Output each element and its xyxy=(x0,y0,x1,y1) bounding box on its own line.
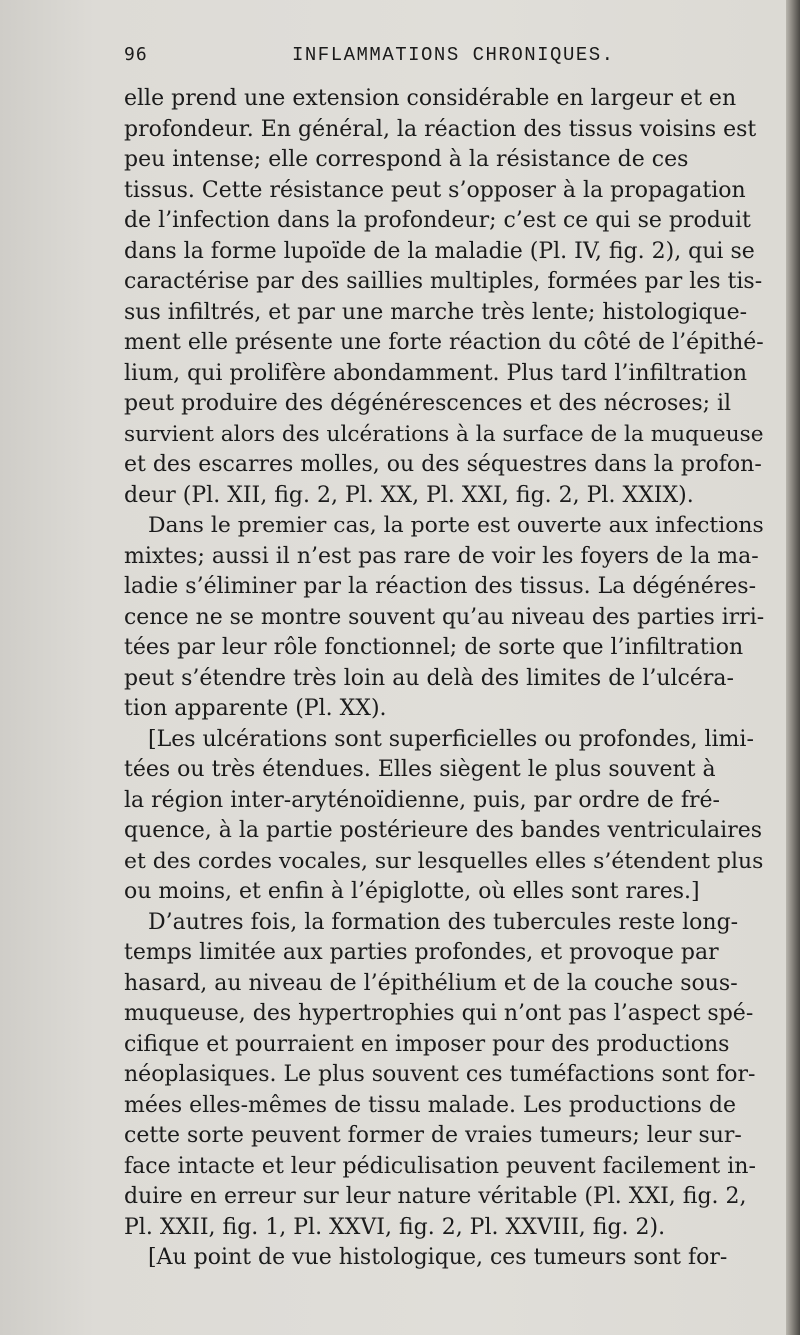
text-line: [Les ulcérations sont superficielles ou profondes, limi- xyxy=(148,726,754,752)
text-line: Dans le premier cas, la porte est ouverte aux infections xyxy=(148,513,764,538)
text-line: duire en erreur sur leur nature véritable (Pl. XXI, fig. 2, xyxy=(124,1184,747,1209)
text-line: muqueuse, des hypertrophies qui n’ont pas l’aspect spé- xyxy=(124,1001,754,1026)
text-line: ladie s’éliminer par la réaction des tissus. La dégénéres- xyxy=(124,574,757,599)
text-line: quence, à la partie postérieure des bandes ventriculaires xyxy=(124,818,763,843)
text-line: tissus. Cette résistance peut s’opposer à la propagation xyxy=(124,177,746,203)
book-edge xyxy=(786,0,800,1335)
text-line: survient alors des ulcérations à la surface de la muqueuse xyxy=(124,421,764,447)
text-line: peut produire des dégénérescences et des nécroses; il xyxy=(124,391,732,416)
text-line: de l’infection dans la profondeur; c’est ce qui se produit xyxy=(124,208,751,233)
text-line: peut s’étendre très loin au delà des limites de l’ulcéra- xyxy=(124,665,734,691)
text-line: et des escarres molles, ou des séquestres dans la profon- xyxy=(124,452,762,477)
text-line: cifique et pourraient en imposer pour des productions xyxy=(124,1031,730,1057)
body-text xyxy=(124,84,764,1274)
page-number: 96 xyxy=(124,44,148,65)
running-head: INFLAMMATIONS CHRONIQUES. xyxy=(292,44,615,66)
text-line: [Au point de vue histologique, ces tumeurs sont for- xyxy=(148,1245,728,1270)
text-line: Pl. XXII, fig. 1, Pl. XXVI, fig. 2, Pl. XXVIII, fig. 2). xyxy=(124,1214,666,1240)
text-line: profondeur. En général, la réaction des tissus voisins est xyxy=(124,116,757,142)
text-line: ment elle présente une forte réaction du côté de l’épithé- xyxy=(124,330,764,355)
page-header xyxy=(124,44,764,74)
text-line: mées elles-mêmes de tissu malade. Les productions de xyxy=(124,1092,737,1118)
text-line: tées par leur rôle fonctionnel; de sorte que l’infiltration xyxy=(124,635,744,660)
text-line: tées ou très étendues. Elles siègent le plus souvent à xyxy=(124,757,716,782)
text-line: hasard, au niveau de l’épithélium et de la couche sous- xyxy=(124,970,738,996)
text-line: néoplasiques. Le plus souvent ces tuméfactions sont for- xyxy=(124,1062,756,1087)
text-line: la région inter-aryténoïdienne, puis, par ordre de fré- xyxy=(124,787,720,813)
text-line: cence ne se montre souvent qu’au niveau des parties irri- xyxy=(124,604,764,630)
text-line: D’autres fois, la formation des tubercules reste long- xyxy=(148,909,739,935)
text-line: face intacte et leur pédiculisation peuvent facilement in- xyxy=(124,1153,756,1179)
text-line: et des cordes vocales, sur lesquelles elles s’étendent plus xyxy=(124,848,764,874)
text-line: sus infiltrés, et par une marche très lente; histologique- xyxy=(124,299,748,325)
text-line: caractérise par des saillies multiples, formées par les tis- xyxy=(124,269,763,294)
text-line: deur (Pl. XII, fig. 2, Pl. XX, Pl. XXI, fig. 2, Pl. XXIX). xyxy=(124,482,694,508)
text-line: peu intense; elle correspond à la résistance de ces xyxy=(124,147,689,172)
text-line: cette sorte peuvent former de vraies tumeurs; leur sur- xyxy=(124,1123,742,1148)
text-line: tion apparente (Pl. XX). xyxy=(124,696,387,721)
text-line: mixtes; aussi il n’est pas rare de voir les foyers de la ma- xyxy=(124,543,759,569)
text-line: temps limitée aux parties profondes, et provoque par xyxy=(124,940,719,965)
text-line: elle prend une extension considérable en largeur et en xyxy=(124,86,737,111)
text-line: ou moins, et enfin à l’épiglotte, où elles sont rares.] xyxy=(124,879,700,904)
text-line: dans la forme lupoïde de la maladie (Pl. IV, fig. 2), qui se xyxy=(124,238,755,264)
text-line: lium, qui prolifère abondamment. Plus tard l’infiltration xyxy=(124,360,748,386)
